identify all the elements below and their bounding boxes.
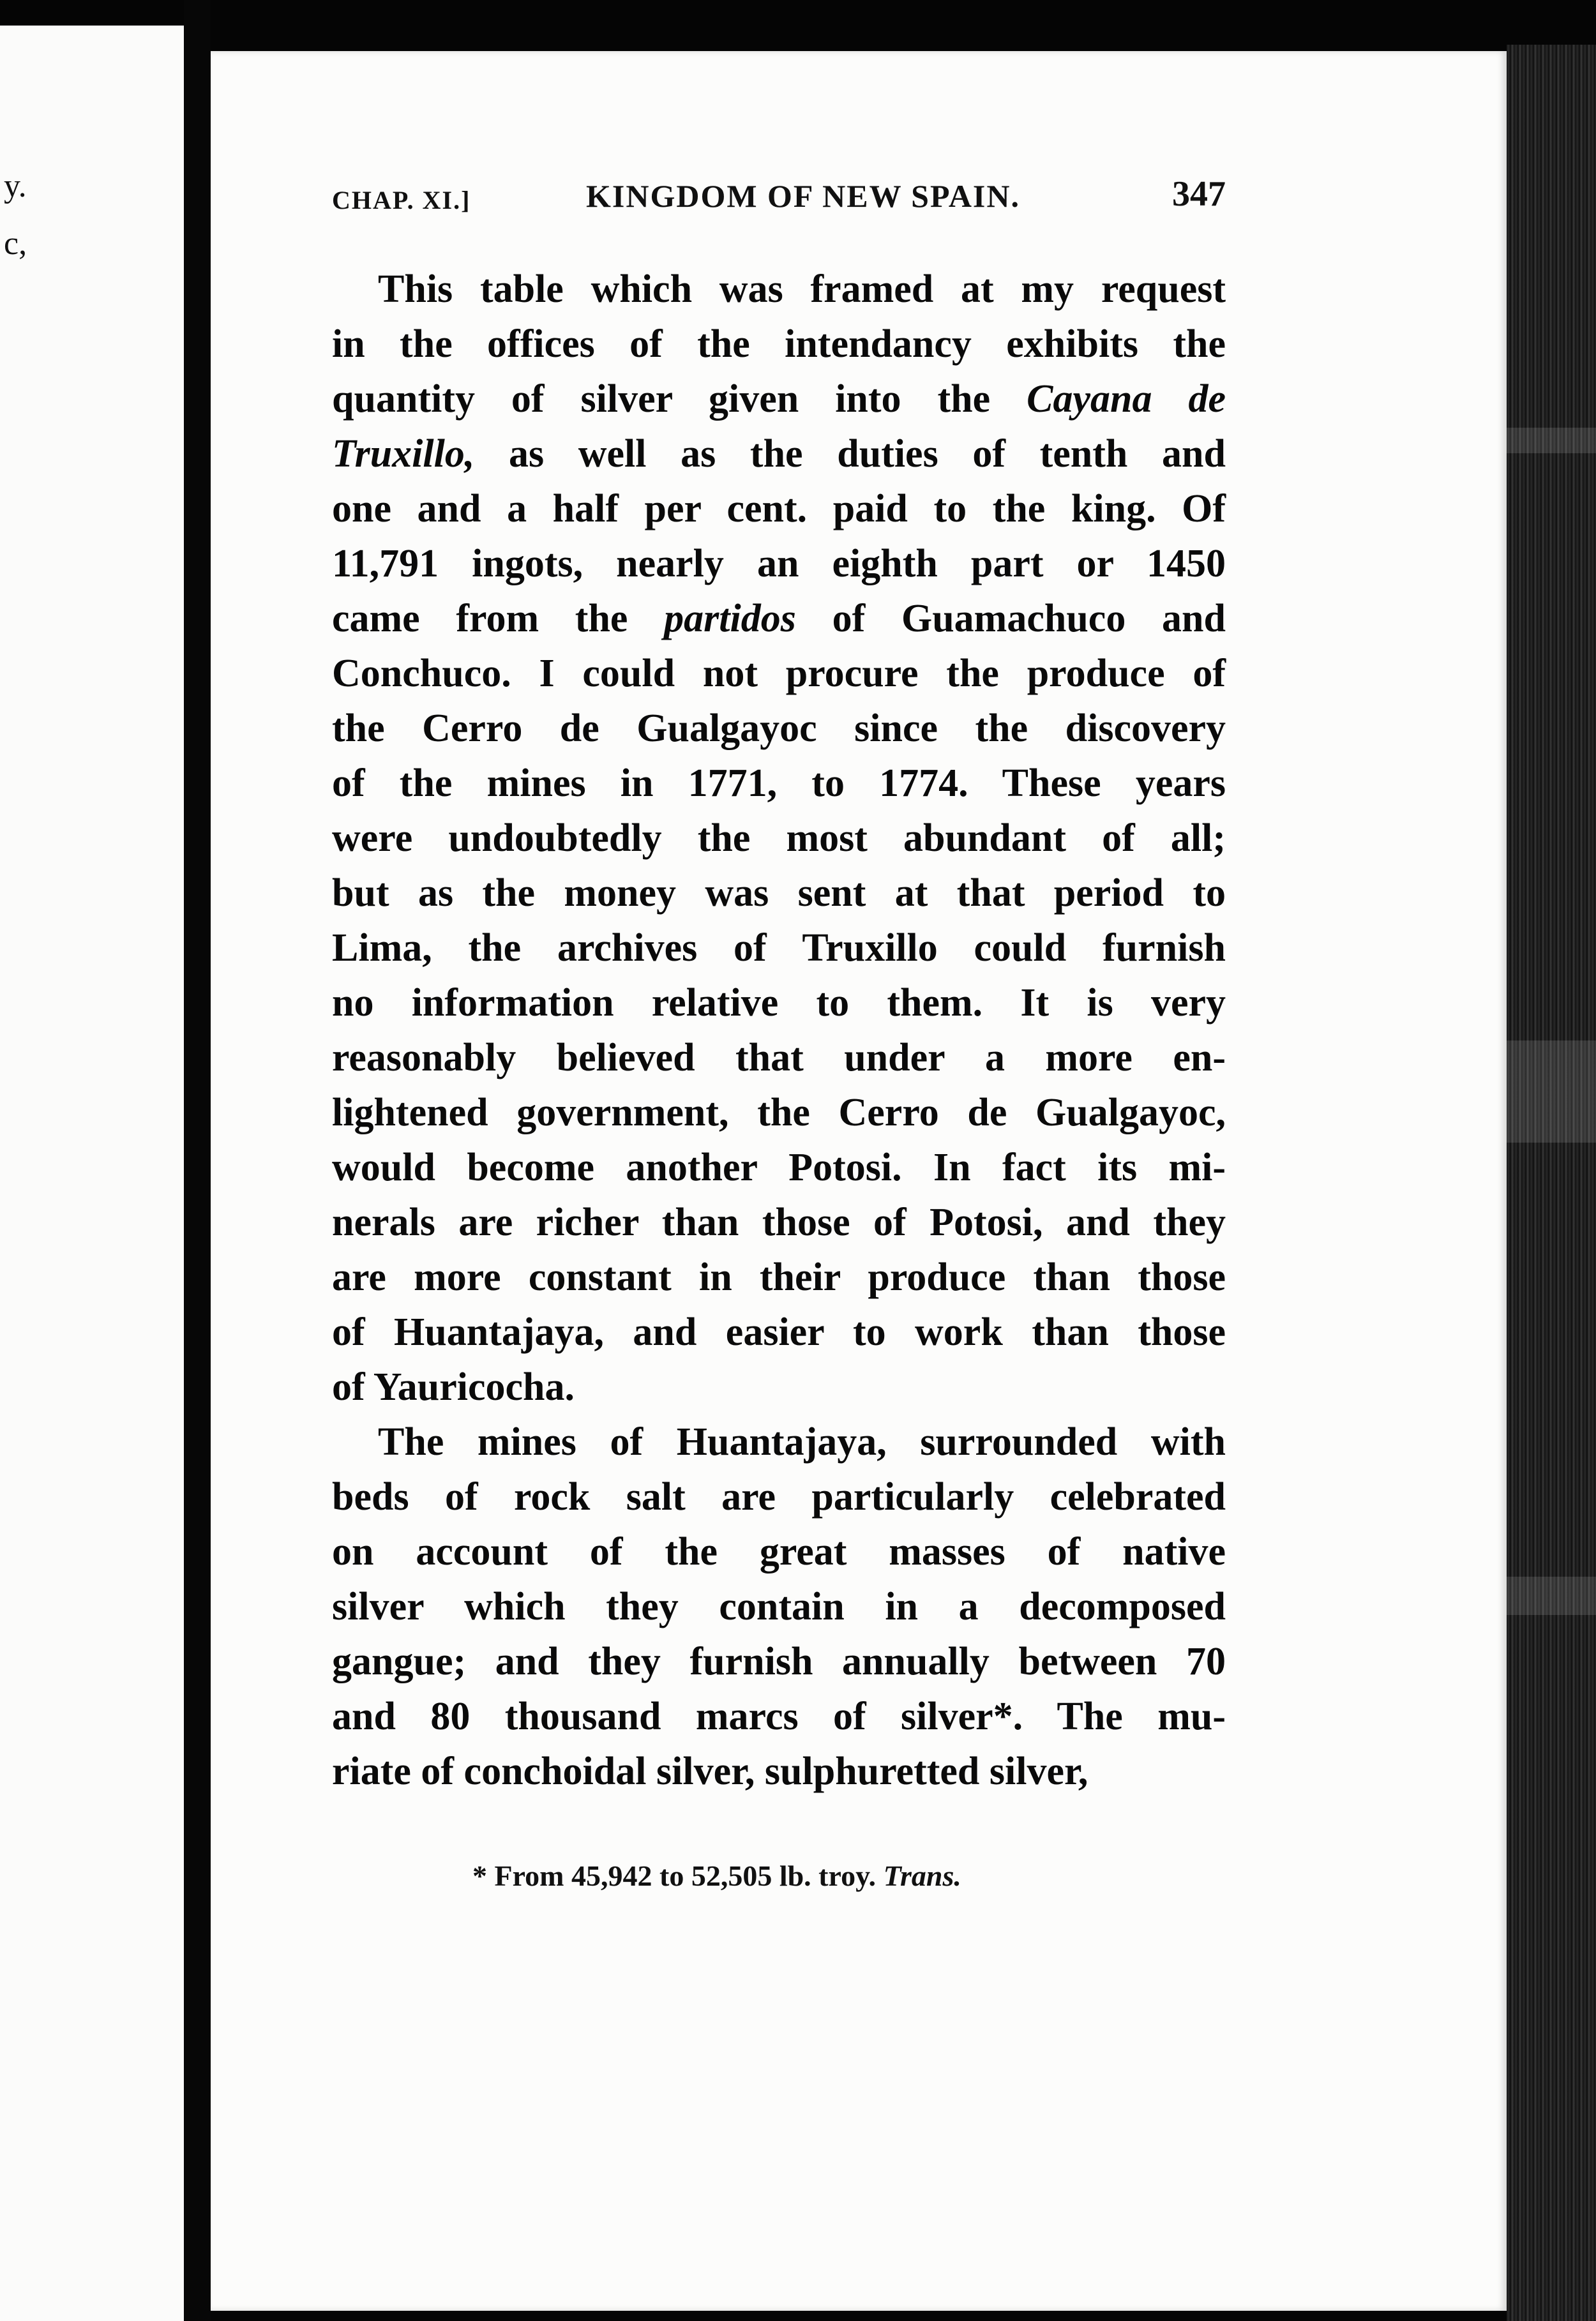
text-line: and 80 thousand marcs of silver*. The mu- <box>332 1695 1226 1738</box>
previous-page-fragment: y. <box>4 168 27 204</box>
body-text <box>332 262 1226 1799</box>
running-head <box>332 174 1226 225</box>
running-title: KINGDOM OF NEW SPAIN. <box>586 178 1020 214</box>
footnote <box>472 1859 961 1893</box>
footnote-text: * From 45,942 to 52,505 lb. troy. <box>472 1859 877 1892</box>
text-line: The mines of Huantajaya, surrounded with <box>378 1420 1226 1464</box>
text-line: the Cerro de Gualgayoc since the discovery <box>332 707 1226 750</box>
text-line: came from the partidos of Guamachuco and <box>332 597 1226 640</box>
paragraph-2 <box>332 1415 1226 1799</box>
text-line: on account of the great masses of native <box>332 1530 1226 1574</box>
previous-page-edge <box>0 26 184 2321</box>
text-line: This table which was framed at my request <box>378 267 1226 311</box>
page-fore-edge <box>1507 45 1596 2321</box>
text-line: of Yauricocha. <box>332 1365 575 1409</box>
text-line: quantity of silver given into the Cayana de <box>332 377 1226 421</box>
text-line: Lima, the archives of Truxillo could furnish <box>332 926 1226 970</box>
footnote-trans: Trans. <box>883 1859 961 1892</box>
previous-page-fragment: c, <box>4 225 27 262</box>
text-line: beds of rock salt are particularly celebrated <box>332 1475 1226 1519</box>
text-line: one and a half per cent. paid to the king. Of <box>332 487 1226 530</box>
page-number: 347 <box>1172 174 1226 214</box>
text-line: would become another Potosi. In fact its mi- <box>332 1146 1226 1189</box>
text-line: Conchuco. I could not procure the produce of <box>332 652 1226 695</box>
text-line: of Huantajaya, and easier to work than those <box>332 1311 1226 1354</box>
text-line: of the mines in 1771, to 1774. These years <box>332 762 1226 805</box>
chapter-label: CHAP. XI.] <box>332 186 471 214</box>
text-line: are more constant in their produce than those <box>332 1256 1226 1299</box>
text-line: were undoubtedly the most abundant of all; <box>332 816 1226 860</box>
text-line: nerals are richer than those of Potosi, and they <box>332 1201 1226 1244</box>
text-line: no information relative to them. It is very <box>332 981 1226 1025</box>
text-line: silver which they contain in a decomposed <box>332 1585 1226 1628</box>
text-line: reasonably believed that under a more en- <box>332 1036 1226 1079</box>
text-line: in the offices of the intendancy exhibits the <box>332 322 1226 366</box>
text-line: but as the money was sent at that period to <box>332 871 1226 915</box>
text-line: 11,791 ingots, nearly an eighth part or 1450 <box>332 542 1226 585</box>
book-gutter <box>184 0 211 2321</box>
text-line: gangue; and they furnish annually between 70 <box>332 1640 1226 1683</box>
paragraph-1 <box>332 262 1226 1415</box>
text-line: riate of conchoidal silver, sulphuretted silver, <box>332 1750 1088 1793</box>
text-line: Truxillo, as well as the duties of tenth and <box>332 432 1226 476</box>
text-line: lightened government, the Cerro de Gualgayoc, <box>332 1091 1226 1134</box>
